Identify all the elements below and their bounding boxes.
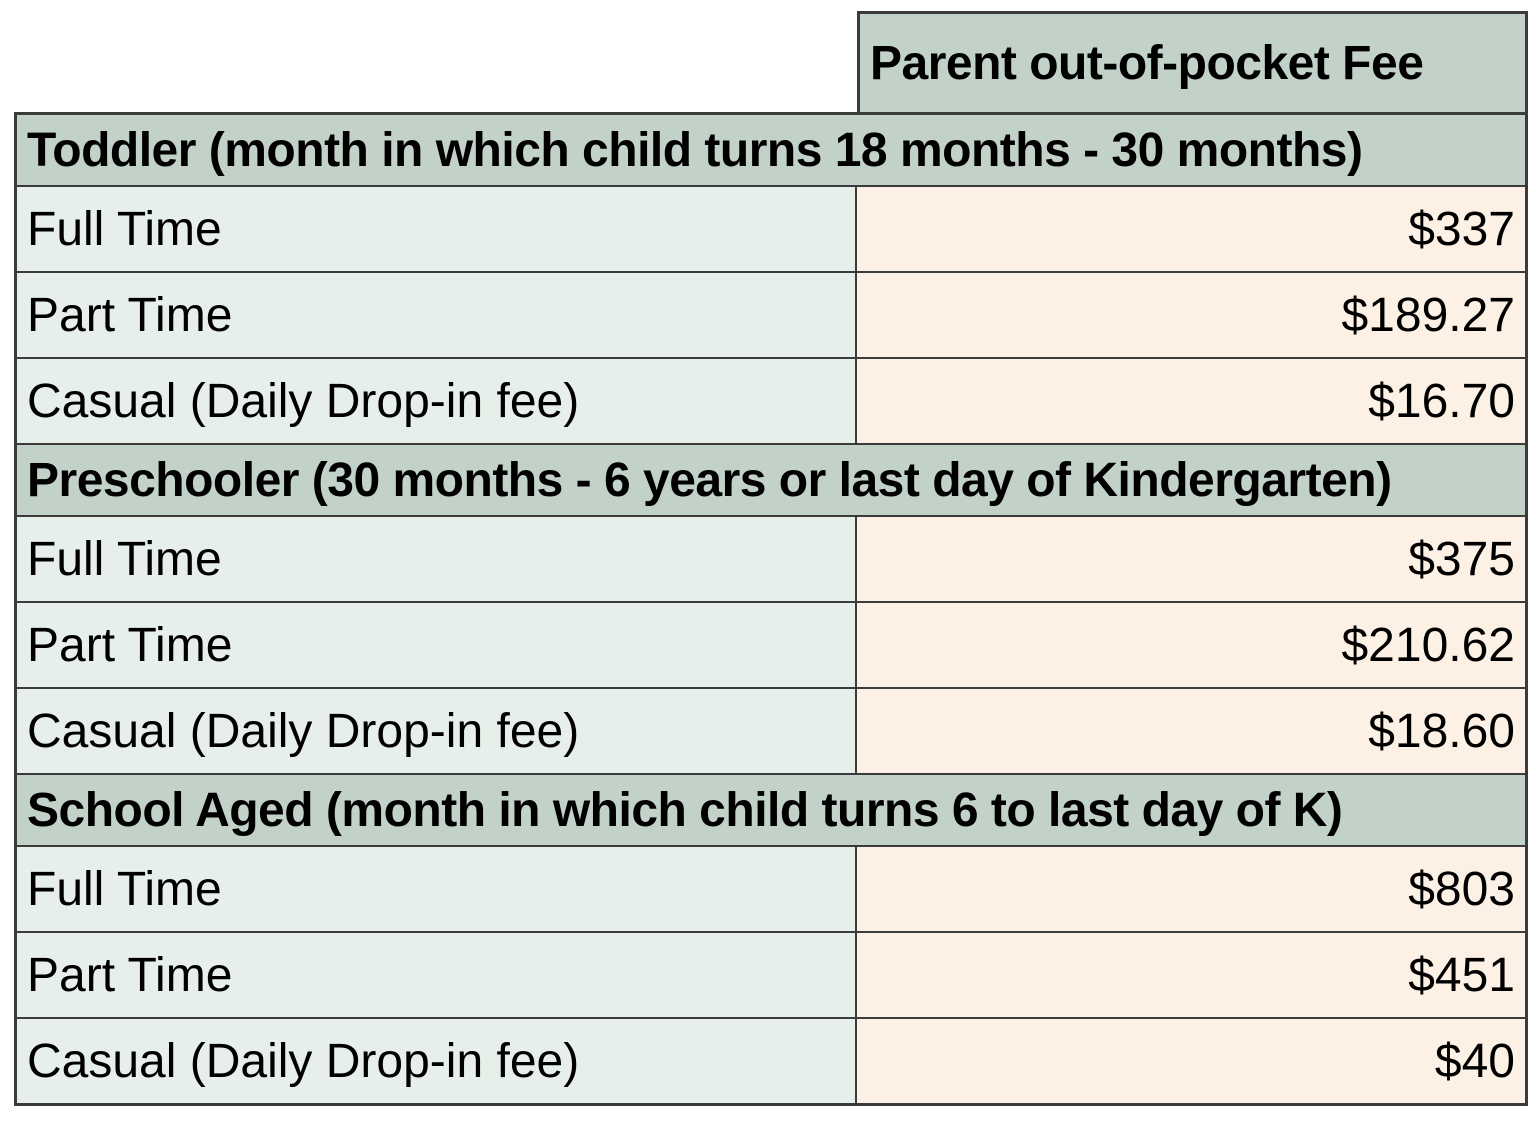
table-row	[17, 273, 1525, 359]
table-row	[17, 359, 1525, 445]
row-label: Full Time	[17, 517, 857, 601]
row-label: Full Time	[17, 847, 857, 931]
table-header-row	[14, 11, 1528, 112]
row-label: Part Time	[17, 273, 857, 357]
header-spacer	[14, 11, 857, 112]
row-value: $375	[857, 517, 1525, 601]
table-row	[17, 517, 1525, 603]
row-value: $451	[857, 933, 1525, 1017]
group-header: School Aged (month in which child turns 6 to last day of K)	[17, 775, 1525, 847]
row-label: Part Time	[17, 933, 857, 1017]
fee-table	[14, 11, 1528, 1106]
row-label: Casual (Daily Drop-in fee)	[17, 359, 857, 443]
row-value: $337	[857, 187, 1525, 271]
group-header: Preschooler (30 months - 6 years or last day of Kindergarten)	[17, 445, 1525, 517]
table-row	[17, 1019, 1525, 1103]
row-label: Casual (Daily Drop-in fee)	[17, 689, 857, 773]
table-row	[17, 187, 1525, 273]
row-value: $40	[857, 1019, 1525, 1103]
column-header-fee: Parent out-of-pocket Fee	[857, 11, 1528, 112]
row-value: $210.62	[857, 603, 1525, 687]
row-value: $18.60	[857, 689, 1525, 773]
group-school-aged	[17, 775, 1525, 1103]
table-row	[17, 603, 1525, 689]
row-value: $16.70	[857, 359, 1525, 443]
table-row	[17, 689, 1525, 775]
row-value: $803	[857, 847, 1525, 931]
table-row	[17, 847, 1525, 933]
row-label: Full Time	[17, 187, 857, 271]
group-toddler	[17, 115, 1525, 445]
row-value: $189.27	[857, 273, 1525, 357]
table-body	[14, 112, 1528, 1106]
group-header: Toddler (month in which child turns 18 months - 30 months)	[17, 115, 1525, 187]
table-row	[17, 933, 1525, 1019]
row-label: Part Time	[17, 603, 857, 687]
row-label: Casual (Daily Drop-in fee)	[17, 1019, 857, 1103]
group-preschooler	[17, 445, 1525, 775]
